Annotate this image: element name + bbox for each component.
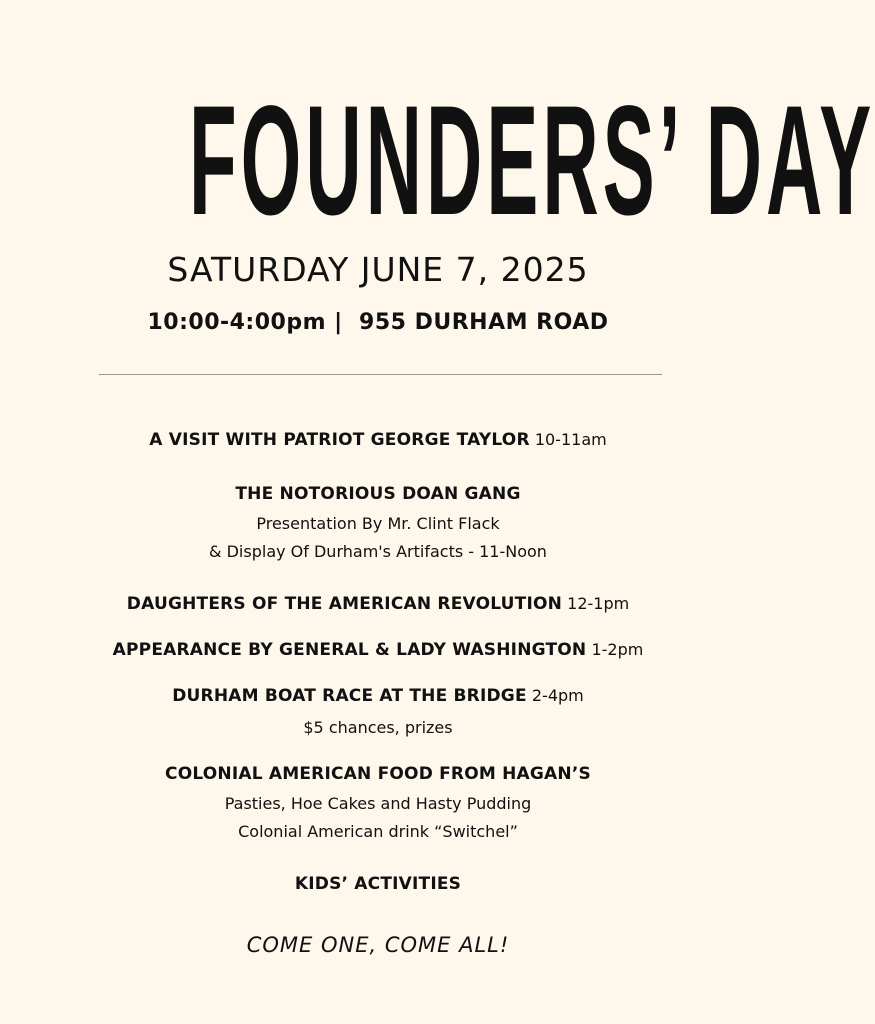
event-detail: Pasties, Hoe Cakes and Hasty Pudding xyxy=(224,794,532,813)
event-heading: DAUGHTERS OF THE AMERICAN REVOLUTION xyxy=(126,594,563,614)
event-detail: & Display Of Durham's Artifacts - 11-Noon xyxy=(209,542,547,561)
divider xyxy=(99,374,662,375)
event-time: 10-11am xyxy=(529,430,607,449)
event-detail: Presentation By Mr. Clint Flack xyxy=(256,514,500,533)
event-george-taylor xyxy=(0,428,756,452)
event-boat-race xyxy=(0,684,756,708)
event-washington xyxy=(0,638,756,662)
event-heading: APPEARANCE BY GENERAL & LADY WASHINGTON xyxy=(112,640,587,660)
event-time-and-location: 10:00-4:00pm | 955 DURHAM ROAD xyxy=(147,310,609,335)
event-detail: Colonial American drink “Switchel” xyxy=(238,822,518,841)
event-heading: A VISIT WITH PATRIOT GEORGE TAYLOR xyxy=(149,430,530,450)
event-dar xyxy=(0,592,756,616)
closing-tagline: COME ONE, COME ALL! xyxy=(246,933,510,957)
poster-title: FOUNDERS’ DAY xyxy=(189,74,875,248)
event-heading: KIDS’ ACTIVITIES xyxy=(294,874,462,894)
event-heading: DURHAM BOAT RACE AT THE BRIDGE xyxy=(172,686,527,706)
event-heading: COLONIAL AMERICAN FOOD FROM HAGAN’S xyxy=(165,764,591,784)
event-date: SATURDAY JUNE 7, 2025 xyxy=(167,250,589,289)
event-time: 2-4pm xyxy=(526,686,584,705)
event-heading: THE NOTORIOUS DOAN GANG xyxy=(235,484,521,504)
event-detail: $5 chances, prizes xyxy=(303,718,453,737)
event-time: 1-2pm xyxy=(586,640,644,659)
event-time: 12-1pm xyxy=(562,594,630,613)
